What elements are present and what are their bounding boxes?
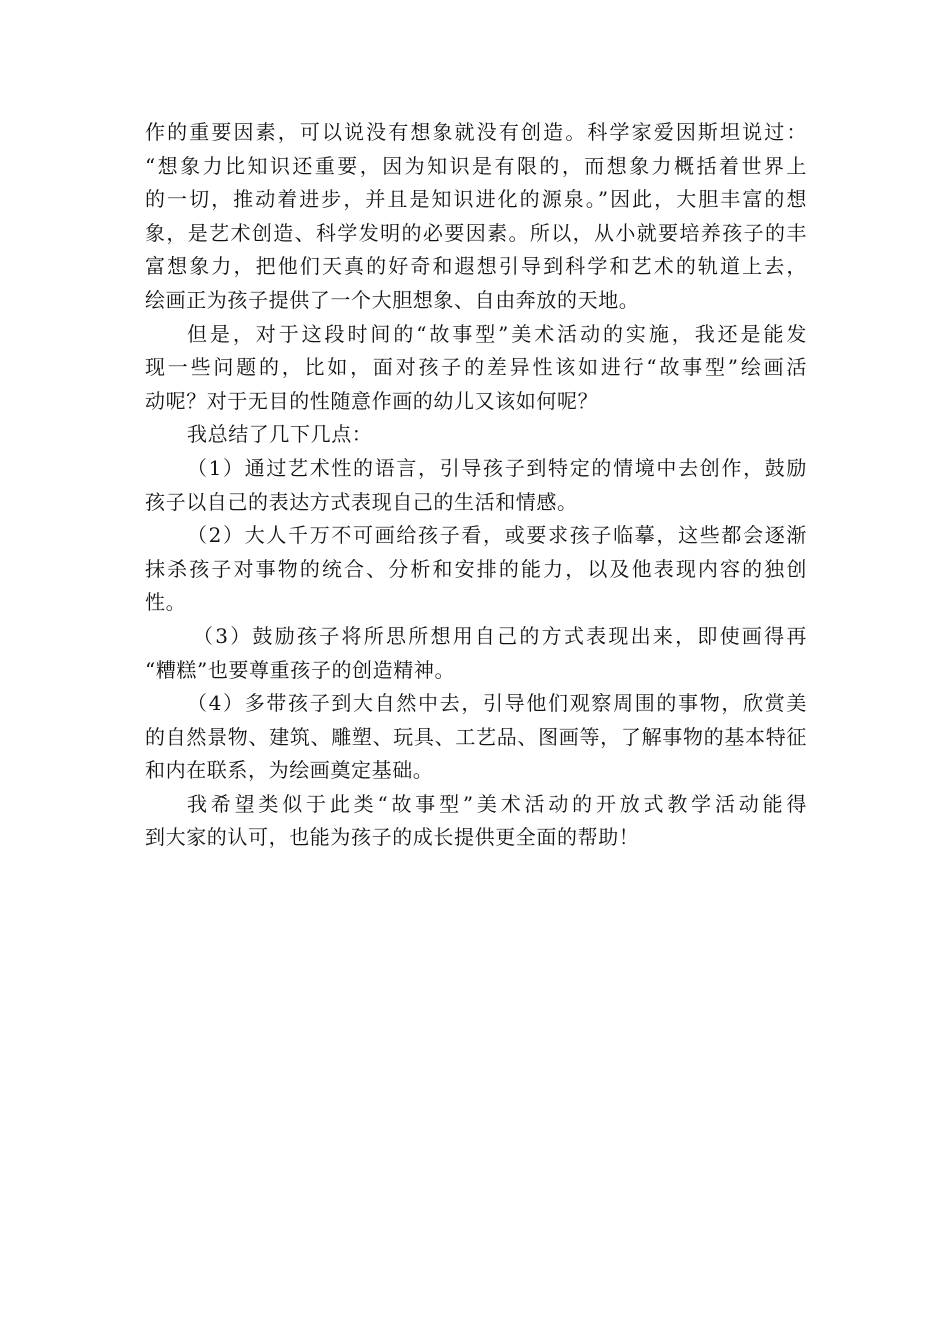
list-item-1-line: （1）通过艺术性的语言，引导孩子到特定的情境中去创作，鼓励 xyxy=(187,455,807,480)
list-item-2-line: （2）大人千万不可画给孩子看，或要求孩子临摹，这些都会逐渐 xyxy=(187,523,807,548)
text-line: 作的重要因素，可以说没有想象就没有创造。科学家爱因斯坦说过： xyxy=(145,120,807,144)
text-line: 富想象力，把他们天真的好奇和遐想引导到科学和艺术的轨道上去， xyxy=(145,254,807,279)
paragraph-start-line: 我总结了几下几点： xyxy=(187,422,373,447)
text-line: “想象力比知识还重要，因为知识是有限的，而想象力概括着世界上 xyxy=(145,153,807,178)
text-line: 绘画正为孩子提供了一个大胆想象、自由奔放的天地。 xyxy=(145,287,640,312)
text-line: 象，是艺术创造、科学发明的必要因素。所以，从小就要培养孩子的丰 xyxy=(145,220,807,245)
body-text xyxy=(145,116,807,855)
text-line: 的一切，推动着进步，并且是知识进化的源泉。”因此，大胆丰富的想 xyxy=(145,187,807,212)
text-line: 性。 xyxy=(145,590,187,615)
text-line: 抹杀孩子对事物的统合、分析和安排的能力，以及他表现内容的独创 xyxy=(145,556,807,581)
paragraph-start-line: 我希望类似于此类“故事型”美术活动的开放式教学活动能得 xyxy=(187,791,807,816)
text-line: 动呢？对于无目的性随意作画的幼儿又该如何呢？ xyxy=(145,388,599,413)
text-line: “糟糕”也要尊重孩子的创造精神。 xyxy=(145,657,456,682)
text-line: 孩子以自己的表达方式表现自己的生活和情感。 xyxy=(145,489,578,514)
list-item-3-line: （3）鼓励孩子将所思所想用自己的方式表现出来，即使画得再 xyxy=(193,623,807,648)
text-line: 的自然景物、建筑、雕塑、玩具、工艺品、图画等，了解事物的基本特征 xyxy=(145,724,807,749)
text-line: 和内在联系，为绘画奠定基础。 xyxy=(145,758,434,783)
list-item-4-line: （4）多带孩子到大自然中去，引导他们观察周围的事物，欣赏美 xyxy=(187,691,807,716)
text-line: 现一些问题的，比如，面对孩子的差异性该如进行“故事型”绘画活 xyxy=(145,355,807,380)
paragraph-start-line: 但是，对于这段时间的“故事型”美术活动的实施，我还是能发 xyxy=(187,321,807,346)
text-line: 到大家的认可，也能为孩子的成长提供更全面的帮助！ xyxy=(145,825,640,850)
